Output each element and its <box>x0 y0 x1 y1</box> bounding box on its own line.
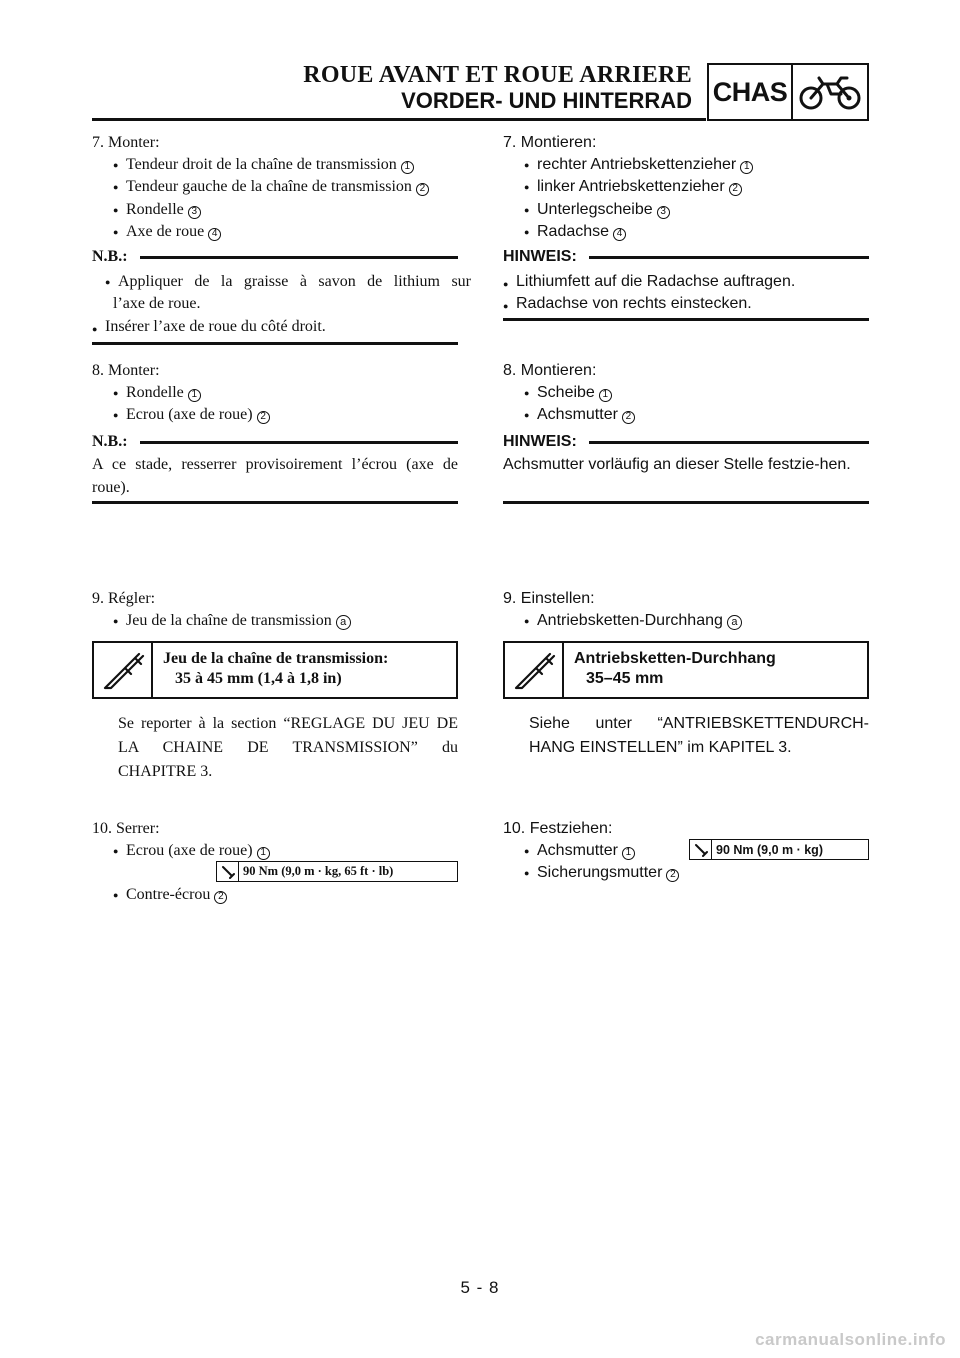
de-step9-ref: Siehe unter “ANTRIEBSKETTENDURCH-HANG EINSTELLEN” im KAPITEL 3. <box>529 715 869 756</box>
note-divider <box>503 318 869 321</box>
fr-spec-label: Jeu de la chaîne de transmission: <box>163 650 389 667</box>
section-label: CHAS <box>709 65 793 119</box>
list-item: ● linker Antriebskettenzieher 2 <box>537 176 742 198</box>
list-item: ● Ecrou (axe de roue) 2 <box>126 404 270 426</box>
torque-wrench-icon <box>217 862 239 881</box>
fr-step8-note-header: N.B.: <box>92 433 458 451</box>
list-item: ● Sicherungsmutter 2 <box>537 862 679 884</box>
fr-step9-title: 9. Régler: <box>92 590 156 607</box>
section-tab <box>707 63 869 121</box>
list-item: ● rechter Antriebskettenzieher 1 <box>537 154 753 176</box>
de-torque-spec: 90 Nm (9,0 m · kg) <box>689 839 869 860</box>
list-item: ● Achsmutter 1 <box>537 840 635 862</box>
list-item: ● Contre-écrou 2 <box>126 884 227 906</box>
note-divider <box>92 501 458 504</box>
list-item: ● Unterlegscheibe 3 <box>537 199 670 221</box>
de-step8-title: 8. Montieren: <box>503 362 597 379</box>
list-item: ● Insérer l’axe de roue du côté droit. <box>92 316 326 338</box>
de-step9-title: 9. Einstellen: <box>503 590 595 607</box>
list-item: ● Achsmutter 2 <box>537 404 635 426</box>
fr-step10-title: 10. Serrer: <box>92 820 160 837</box>
de-step7-note-header: HINWEIS: <box>503 248 869 266</box>
caliper-icon <box>94 643 153 697</box>
list-item: ● Radachse 4 <box>537 221 626 243</box>
list-item: ● Scheibe 1 <box>537 382 612 404</box>
list-item: ● Radachse von rechts einstecken. <box>503 293 752 315</box>
caliper-icon <box>505 643 564 697</box>
header-title-fr: ROUE AVANT ET ROUE ARRIERE <box>303 62 692 88</box>
fr-spec-box <box>92 641 458 699</box>
fr-step7-title: 7. Monter: <box>92 134 160 151</box>
list-item: ● Tendeur droit de la chaîne de transmission 1 <box>126 154 414 176</box>
fr-step7-note-header: N.B.: <box>92 248 458 266</box>
fr-step8-title: 8. Monter: <box>92 362 160 379</box>
list-item: ● Axe de roue 4 <box>126 221 221 243</box>
fr-step8-note-text: A ce stade, resserrer provisoirement l’écrou (axe de roue). <box>92 456 458 496</box>
note-divider <box>92 342 458 345</box>
list-item: ● Ecrou (axe de roue) 1 <box>126 840 270 862</box>
motorcycle-icon <box>793 65 867 119</box>
de-step10-title: 10. Festziehen: <box>503 820 613 837</box>
fr-spec-value: 35 à 45 mm (1,4 à 1,8 in) <box>175 670 342 687</box>
de-spec-box <box>503 641 869 699</box>
list-item: ● Jeu de la chaîne de transmission a <box>126 610 351 632</box>
torque-wrench-icon <box>690 840 712 859</box>
de-step8-note-text: Achsmutter vorläufig an dieser Stelle festzie-hen. <box>503 456 851 473</box>
list-item: ● Rondelle 1 <box>126 382 201 404</box>
header-rule <box>92 118 706 121</box>
fr-step9-ref: Se reporter à la section “REGLAGE DU JEU DE LA CHAINE DE TRANSMISSION” du CHAPITRE 3. <box>118 715 458 780</box>
list-item: ● Antriebsketten-Durchhang a <box>537 610 742 632</box>
list-item: ● Appliquer de la graisse à savon de lithium sur <box>105 271 471 293</box>
list-item: ● Tendeur gauche de la chaîne de transmission 2 <box>126 176 429 198</box>
de-spec-label: Antriebsketten-Durchhang <box>574 650 776 667</box>
fr-torque-spec: 90 Nm (9,0 m · kg, 65 ft · lb) <box>216 861 458 882</box>
de-spec-value: 35–45 mm <box>586 670 664 687</box>
de-step7-title: 7. Montieren: <box>503 134 597 151</box>
header-title-de: VORDER- UND HINTERRAD <box>401 88 692 113</box>
de-step8-note-header: HINWEIS: <box>503 433 869 451</box>
fr-step7-note-cont: l’axe de roue. <box>113 295 201 312</box>
note-divider <box>503 501 869 504</box>
watermark: carmanualsonline.info <box>755 1330 946 1349</box>
list-item: ● Lithiumfett auf die Radachse auftragen. <box>503 271 795 293</box>
list-item: ● Rondelle 3 <box>126 199 201 221</box>
page-number: 5 - 8 <box>460 1278 500 1297</box>
